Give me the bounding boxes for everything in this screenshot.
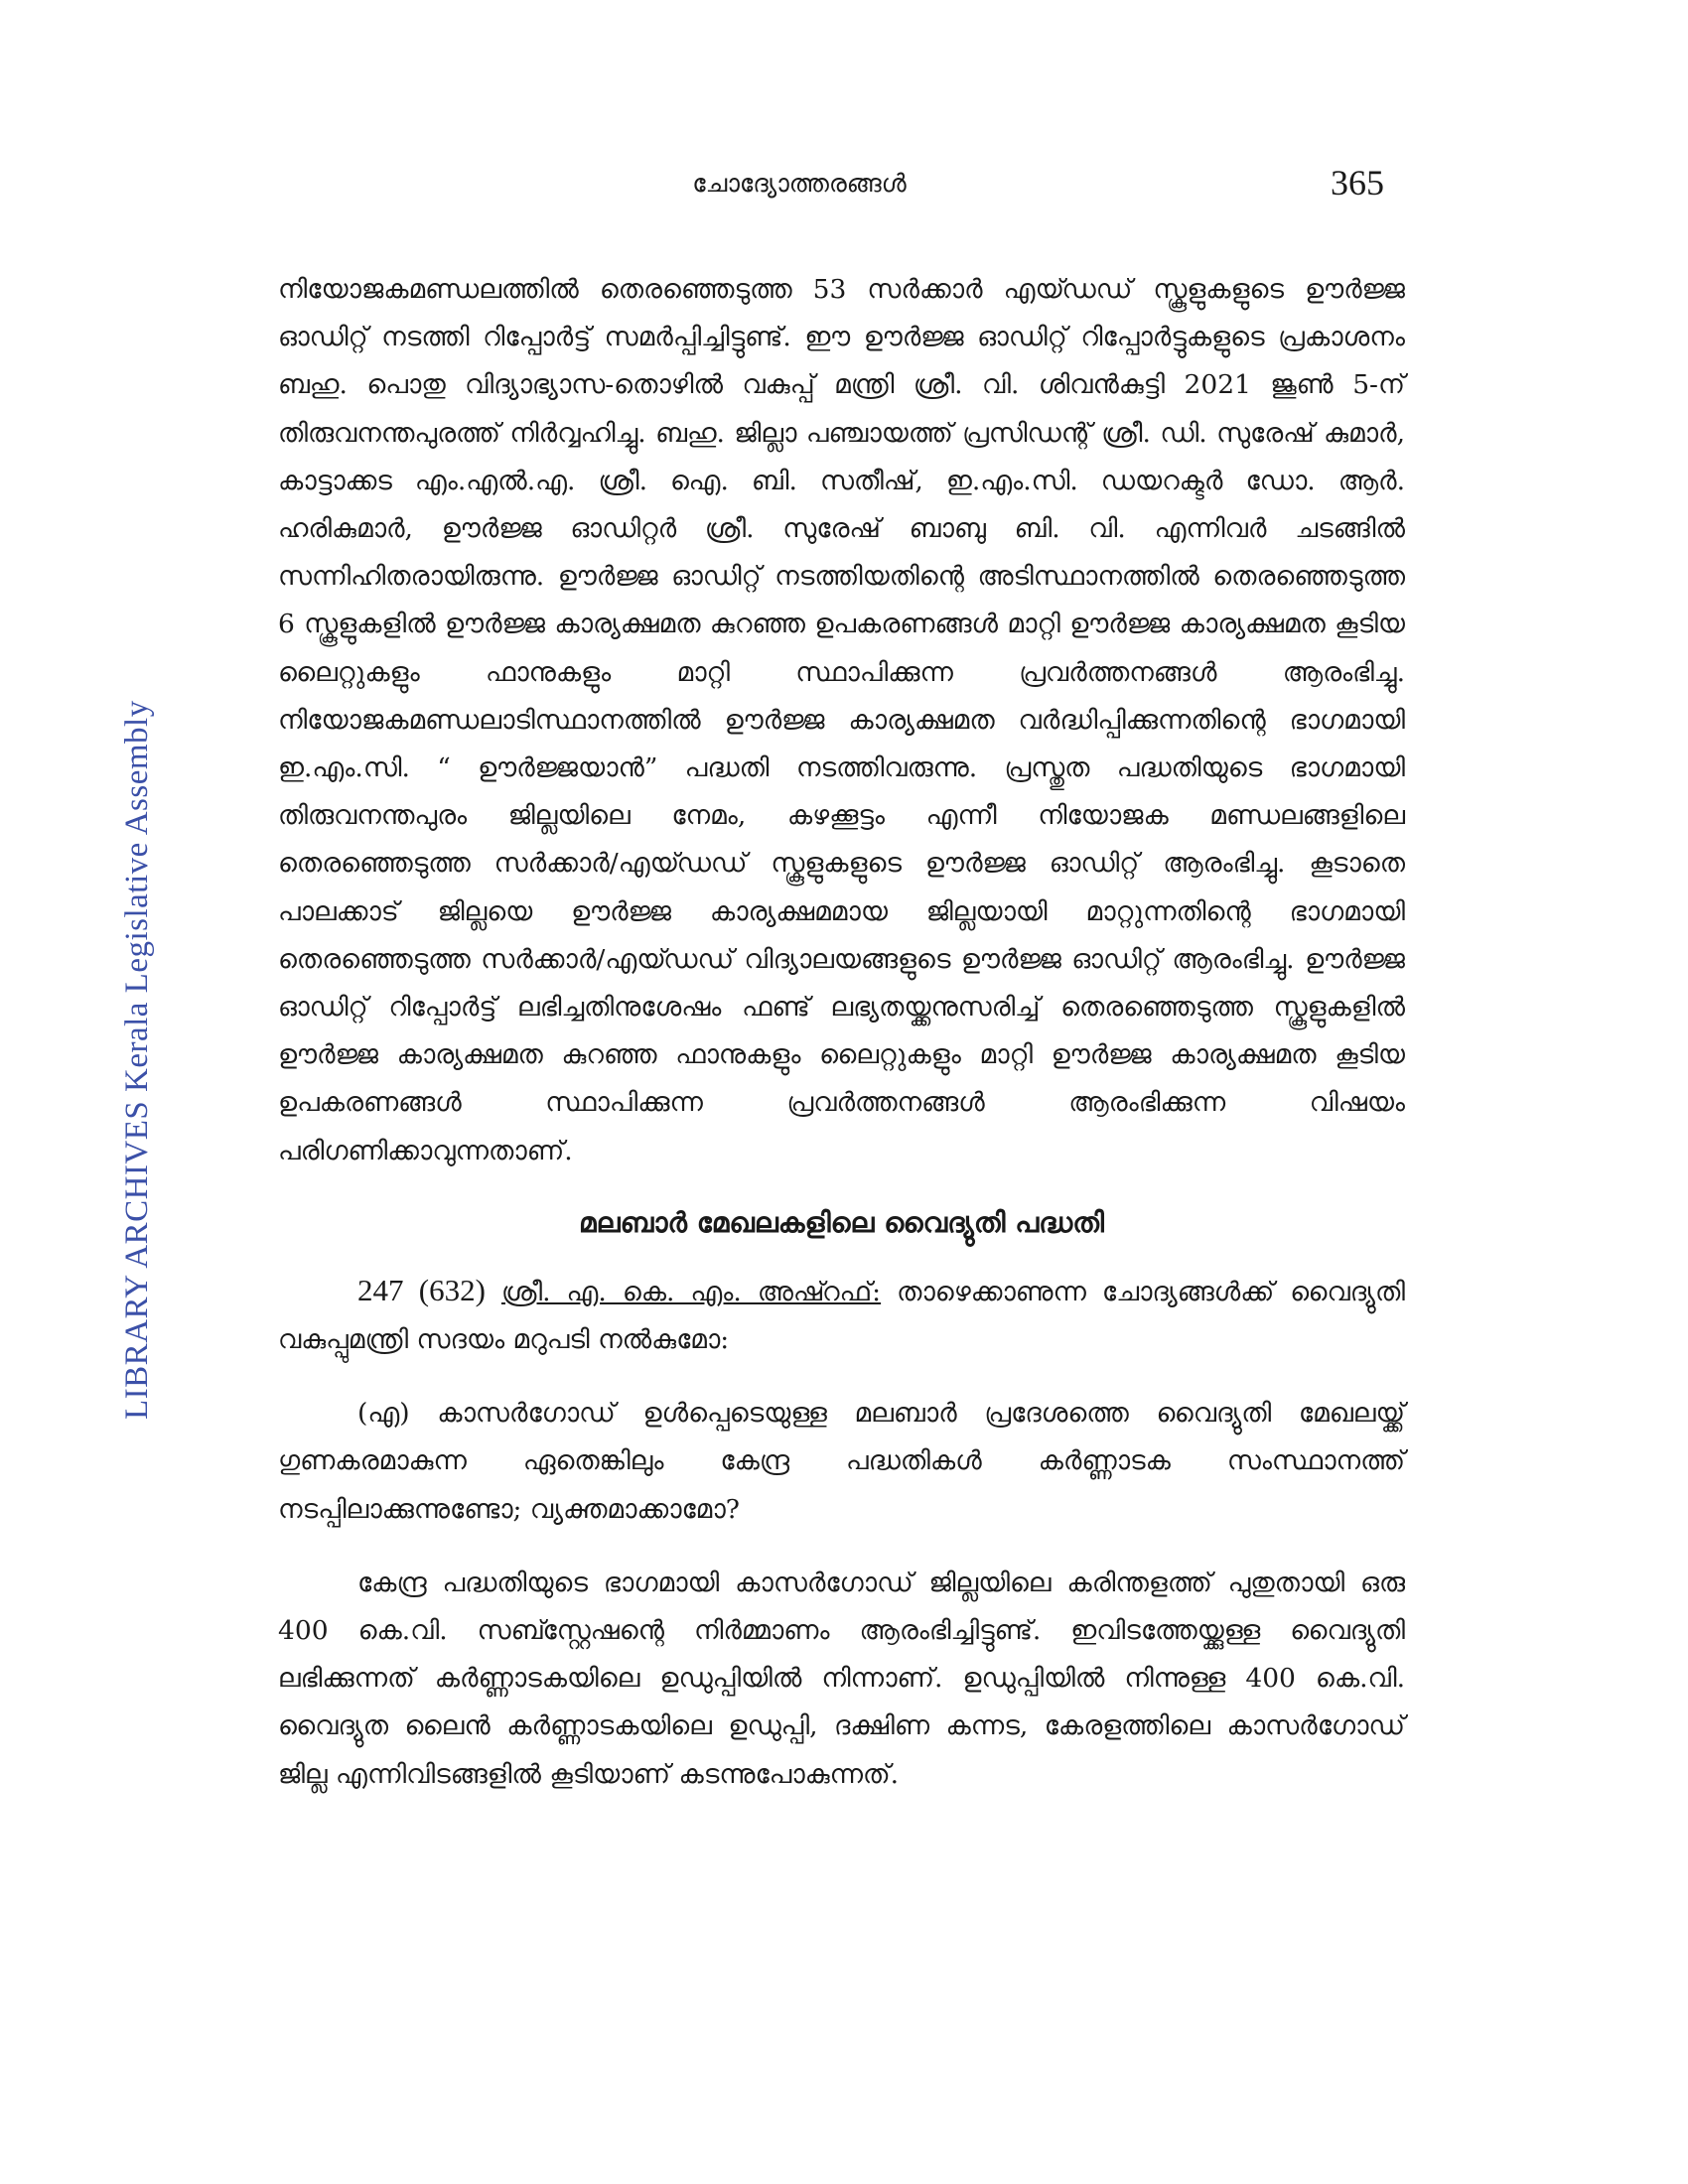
section-heading: മലബാർ മേഖലകളിലെ വൈദ്യുതി പദ്ധതി — [579, 1205, 1104, 1239]
page-number: 365 — [1331, 163, 1384, 203]
question-intro: താഴെക്കാണുന്ന ചോദ്യങ്ങൾക്ക് വൈദ്യുതി വകുപ്പുമന്ത്രി സദയം മറുപടി നൽകുമോ: — [278, 1276, 1405, 1356]
answer-paragraph: കേന്ദ്ര പദ്ധതിയുടെ ഭാഗമായി കാസർഗോഡ് ജില്ലയിലെ കരിന്തളത്ത് പുതുതായി ഒരു 400 കെ.വി. സബ്സ്റ്റേഷന്റെ നിർമ്മാണം ആരംഭിച്ചിട്ടുണ്ട്. ഇവിടത്തേയ്ക്കുള്ള വൈദ്യുതി ലഭിക്കുന്നത് കർണ്ണാടകയിലെ ഉഡുപ്പിയിൽ നിന്നാണ്. ഉഡുപ്പിയിൽ നിന്നുള്ള 400 കെ.വി. വൈദ്യുത ലൈൻ കർണ്ണാടകയിലെ ഉഡുപ്പി, ദക്ഷിണ കന്നട, കേരളത്തിലെ കാസർഗോഡ് ജില്ല എന്നിവിടങ്ങളിൽ കൂടിയാണ് കടന്നുപോകുന്നത്. — [278, 1567, 1405, 1790]
answer-continuation-paragraph: നിയോജകമണ്ഡലത്തിൽ തെരഞ്ഞെടുത്ത 53 സർക്കാർ എയ്ഡഡ് സ്കൂളുകളുടെ ഊർജ്ജ ഓഡിറ്റ് നടത്തി റിപ്പോർട്ട് സമർപ്പിച്ചിട്ടുണ്ട്. ഈ ഊർജ്ജ ഓഡിറ്റ് റിപ്പോർട്ടുകളുടെ പ്രകാശനം ബഹു. പൊതു വിദ്യാഭ്യാസ-തൊഴിൽ വകുപ്പ് മന്ത്രി ശ്രീ. വി. ശിവൻകുട്ടി 2021 ജൂൺ 5-ന് തിരുവനന്തപുരത്ത് നിർവ്വഹിച്ചു. ബഹു. ജില്ലാ പഞ്ചായത്ത് പ്രസിഡന്റ് ശ്രീ. ഡി. സുരേഷ് കുമാർ, കാട്ടാക്കട എം.എൽ.എ. ശ്രീ. ഐ. ബി. സതീഷ്, ഇ.എം.സി. ഡയറക്ടർ ഡോ. ആർ. ഹരികുമാർ, ഊർജ്ജ ഓഡിറ്റർ ശ്രീ. സുരേഷ് ബാബു ബി. വി. എന്നിവർ ചടങ്ങിൽ സന്നിഹിതരായിരുന്നു. ഊർജ്ജ ഓഡിറ്റ് നടത്തിയതിന്റെ അടിസ്ഥാനത്തിൽ തെരഞ്ഞെടുത്ത 6 സ്കൂളുകളിൽ ഊർജ്ജ കാര്യക്ഷമത കുറഞ്ഞ ഉപകരണങ്ങൾ മാറ്റി ഊർജ്ജ കാര്യക്ഷമത കൂടിയ ലൈറ്റുകളും ഫാനുകളും മാറ്റി സ്ഥാപിക്കുന്ന പ്രവർത്തനങ്ങൾ ആരംഭിച്ചു. നിയോജകമണ്ഡലാടിസ്ഥാനത്തിൽ ഊർജ്ജ കാര്യക്ഷമത വർദ്ധിപ്പിക്കുന്നതിന്റെ ഭാഗമായി ഇ.എം.സി. “ ഊർജ്ജയാൻ” പദ്ധതി നടത്തിവരുന്നു. പ്രസ്തുത പദ്ധതിയുടെ ഭാഗമായി തിരുവനന്തപുരം ജില്ലയിലെ നേമം, കഴക്കൂട്ടം എന്നീ നിയോജക മണ്ഡലങ്ങളിലെ തെരഞ്ഞെടുത്ത സർക്കാർ/എയ്ഡഡ് സ്കൂളുകളുടെ ഊർജ്ജ ഓഡിറ്റ് ആരംഭിച്ചു. കൂടാതെ പാലക്കാട് ജില്ലയെ ഊർജ്ജ കാര്യക്ഷമമായ ജില്ലയായി മാറ്റുന്നതിന്റെ ഭാഗമായി തെരഞ്ഞെടുത്ത സർക്കാർ/എയ്ഡഡ് വിദ്യാലയങ്ങളുടെ ഊർജ്ജ ഓഡിറ്റ് ആരംഭിച്ചു. ഊർജ്ജ ഓഡിറ്റ് റിപ്പോർട്ട് ലഭിച്ചതിനുശേഷം ഫണ്ട് ലഭ്യതയ്ക്കനുസരിച്ച് തെരഞ്ഞെടുത്ത സ്കൂളുകളിൽ ഊർജ്ജ കാര്യക്ഷമത കുറഞ്ഞ ഫാനുകളും ലൈറ്റുകളും മാറ്റി ഊർജ്ജ കാര്യക്ഷമത കൂടിയ ഉപകരണങ്ങൾ സ്ഥാപിക്കുന്ന പ്രവർത്തനങ്ങൾ ആരംഭിക്കുന്ന വിഷയം പരിഗണിക്കാവുന്നതാണ്. — [278, 274, 1405, 1166]
running-head: ചോദ്യോത്തരങ്ങൾ — [692, 169, 907, 198]
question-part-a: (എ) കാസർഗോഡ് ഉൾപ്പെടെയുള്ള മലബാർ പ്രദേശത്തെ വൈദ്യുതി മേഖലയ്ക്ക് ഗുണകരമാകുന്ന ഏതെങ്കിലും കേന്ദ്ര പദ്ധതികൾ കർണ്ണാടക സംസ്ഥാനത്ത് നടപ്പിലാക്കുന്നുണ്ടോ; വ്യക്തമാക്കാമോ? — [278, 1398, 1405, 1525]
member-name: ശ്രീ. എ. കെ. എം. അഷ്റഫ്: — [500, 1276, 882, 1307]
page-body — [278, 266, 1405, 1799]
question-header — [278, 1267, 1405, 1364]
archive-watermark: LIBRARY ARCHIVES Kerala Legislative Assembly — [119, 700, 155, 1420]
question-number: 247 (632) — [357, 1272, 486, 1307]
